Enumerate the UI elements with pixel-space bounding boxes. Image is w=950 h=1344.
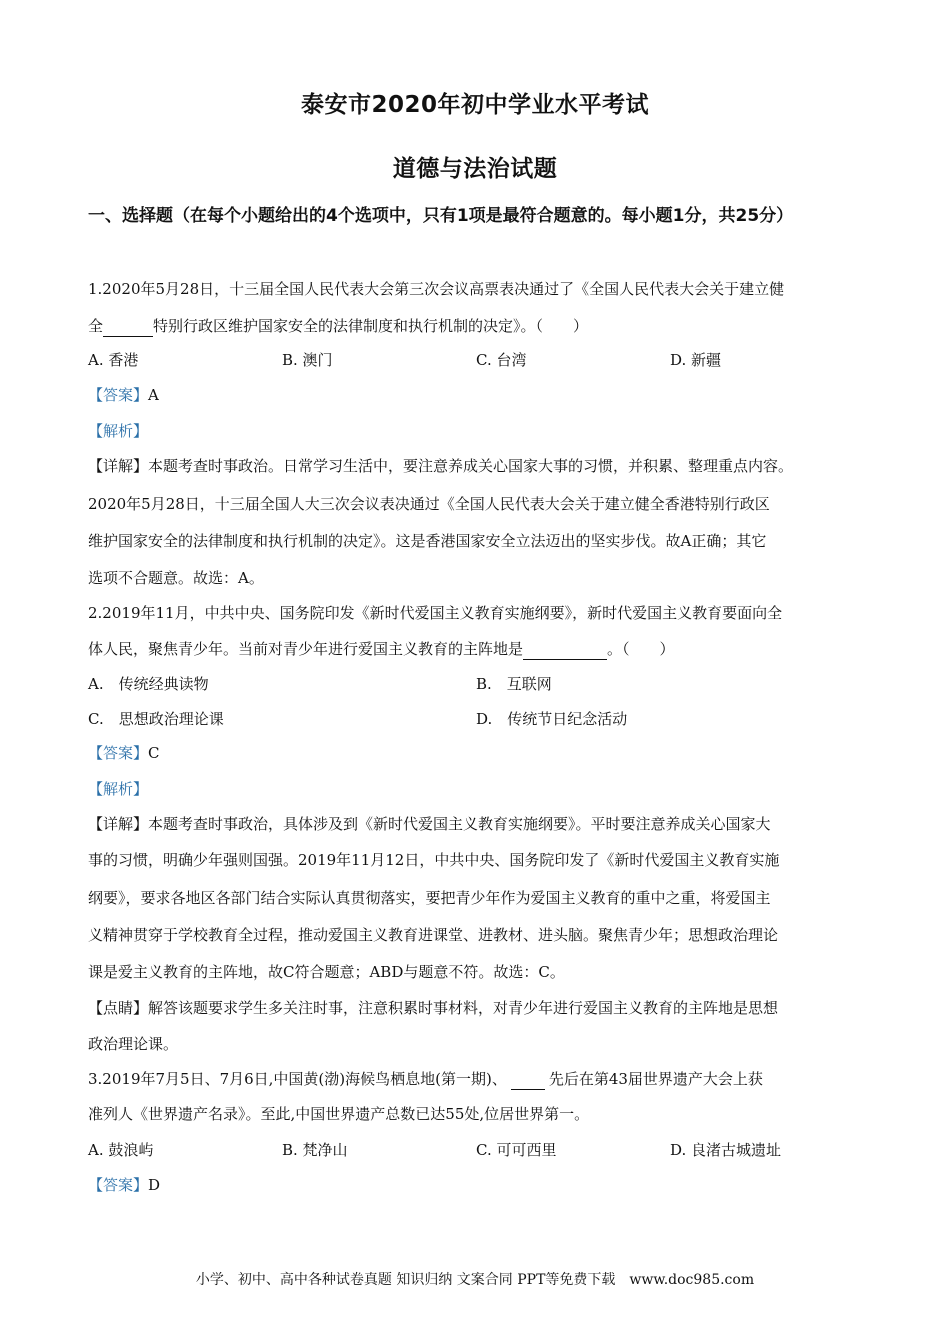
q3-blank bbox=[511, 1069, 545, 1090]
q3-answer bbox=[88, 1175, 160, 1195]
q3-option-c: C. 可可西里 bbox=[476, 1141, 557, 1159]
q3-answer-value: D bbox=[148, 1176, 161, 1194]
q2-option-a: A. 传统经典读物 bbox=[88, 675, 209, 693]
analysis-tag: 【解析】 bbox=[88, 422, 149, 440]
q2-detail-line2: 事的习惯，明确少年强则国强。2019年11月12日，中共中央、国务院印发了《新时代爱国主义教育实施 bbox=[88, 851, 780, 869]
page-footer: 小学、初中、高中各种试卷真题 知识归纳 文案合同 PPT等免费下载 www.doc985.com bbox=[195, 1272, 755, 1288]
exam-subtitle: 道德与法治试题 bbox=[392, 156, 558, 182]
q2-comment-line2: 政治理论课。 bbox=[88, 1035, 179, 1053]
q1-detail-line3: 维护国家安全的法律制度和执行机制的决定》。这是香港国家安全立法迈出的坚实步伐。故A正确；其它 bbox=[88, 532, 767, 550]
q1-detail-line1 bbox=[88, 456, 793, 476]
q3-option-d: D. 良渚古城遗址 bbox=[670, 1141, 782, 1159]
answer-tag: 【答案】 bbox=[88, 744, 149, 762]
q1-answer bbox=[88, 385, 159, 405]
q1-blank bbox=[103, 316, 153, 337]
q1-analysis bbox=[88, 421, 148, 441]
q1-stem-line1: 1.2020年5月28日，十三届全国人民代表大会第三次会议高票表决通过了《全国人民代表大会关于建立健 bbox=[88, 280, 785, 298]
section-heading: 一、选择题（在每个小题给出的4个选项中，只有1项是最符合题意的。每小题1分，共25分） bbox=[88, 206, 794, 226]
detail-tag: 【详解】 bbox=[88, 457, 149, 475]
detail-tag: 【详解】 bbox=[88, 815, 149, 833]
answer-tag: 【答案】 bbox=[88, 1176, 149, 1194]
q1-stem-line2b: 特别行政区维护国家安全的法律制度和执行机制的决定》。（ ） bbox=[153, 317, 589, 335]
q1-stem-line2a: 全 bbox=[88, 317, 104, 335]
q2-option-c: C. 思想政治理论课 bbox=[88, 710, 224, 728]
q3-stem-line1a: 3.2019年7月5日、7月6日,中国黄(渤)海候鸟栖息地(第一期)、 bbox=[88, 1070, 507, 1088]
q2-blank bbox=[523, 639, 607, 660]
q2-detail-line1 bbox=[88, 814, 771, 834]
q1-option-c: C. 台湾 bbox=[476, 351, 527, 369]
q2-analysis bbox=[88, 779, 148, 799]
q1-detail-line4: 选项不合题意。故选：A。 bbox=[88, 569, 264, 587]
q3-option-b: B. 梵净山 bbox=[282, 1141, 348, 1159]
q3-stem-line1b: 先后在第43届世界遗产大会上获 bbox=[548, 1070, 763, 1088]
q2-stem-line1: 2.2019年11月，中共中央、国务院印发《新时代爱国主义教育实施纲要》，新时代爱国主义教育要面向全 bbox=[88, 604, 783, 622]
q2-stem-line2 bbox=[88, 639, 675, 660]
q2-stem-line2b: 。（ ） bbox=[607, 640, 675, 658]
q1-option-b: B. 澳门 bbox=[282, 351, 333, 369]
q1-option-a: A. 香港 bbox=[88, 351, 139, 369]
q1-answer-value: A bbox=[148, 386, 159, 404]
q2-comment-text1: 解答该题要求学生多关注时事，注意积累时事材料，对青少年进行爱国主义教育的主阵地是思想 bbox=[148, 999, 779, 1017]
q3-stem-line1 bbox=[88, 1069, 763, 1090]
analysis-tag: 【解析】 bbox=[88, 780, 149, 798]
q1-detail-text1: 本题考查时事政治。日常学习生活中，要注意养成关心国家大事的习惯，并积累、整理重点内容。 bbox=[148, 457, 794, 475]
q3-option-a: A. 鼓浪屿 bbox=[88, 1141, 154, 1159]
q2-detail-line4: 义精神贯穿于学校教育全过程，推动爱国主义教育进课堂、进教材、进头脑。聚焦青少年；思想政治理论 bbox=[88, 926, 779, 944]
q3-stem-line2: 准列人《世界遗产名录》。至此,中国世界遗产总数已达55处,位居世界第一。 bbox=[88, 1105, 590, 1123]
q2-comment-line1 bbox=[88, 998, 778, 1018]
q2-option-b: B. 互联网 bbox=[476, 675, 552, 693]
answer-tag: 【答案】 bbox=[88, 386, 149, 404]
q2-detail-line5: 课是爱主义教育的主阵地，故C符合题意；ABD与题意不符。故选：C。 bbox=[88, 963, 565, 981]
exam-title: 泰安市2020年初中学业水平考试 bbox=[300, 92, 649, 118]
q1-detail-line2: 2020年5月28日，十三届全国人大三次会议表决通过《全国人民代表大会关于建立健全香港特别行政区 bbox=[88, 495, 770, 513]
comment-tag: 【点睛】 bbox=[88, 999, 149, 1017]
q2-answer bbox=[88, 743, 160, 763]
q2-detail-text1: 本题考查时事政治，具体涉及到《新时代爱国主义教育实施纲要》。平时要注意养成关心国家大 bbox=[148, 815, 771, 833]
q1-stem-line2 bbox=[88, 316, 588, 337]
q1-option-d: D. 新疆 bbox=[670, 351, 722, 369]
q2-answer-value: C bbox=[148, 744, 160, 762]
q2-stem-line2a: 体人民，聚焦青少年。当前对青少年进行爱国主义教育的主阵地是 bbox=[88, 640, 524, 658]
q2-detail-line3: 纲要》，要求各地区各部门结合实际认真贯彻落实，要把青少年作为爱国主义教育的重中之重，将爱国主 bbox=[88, 889, 771, 907]
q2-option-d: D. 传统节日纪念活动 bbox=[476, 710, 628, 728]
